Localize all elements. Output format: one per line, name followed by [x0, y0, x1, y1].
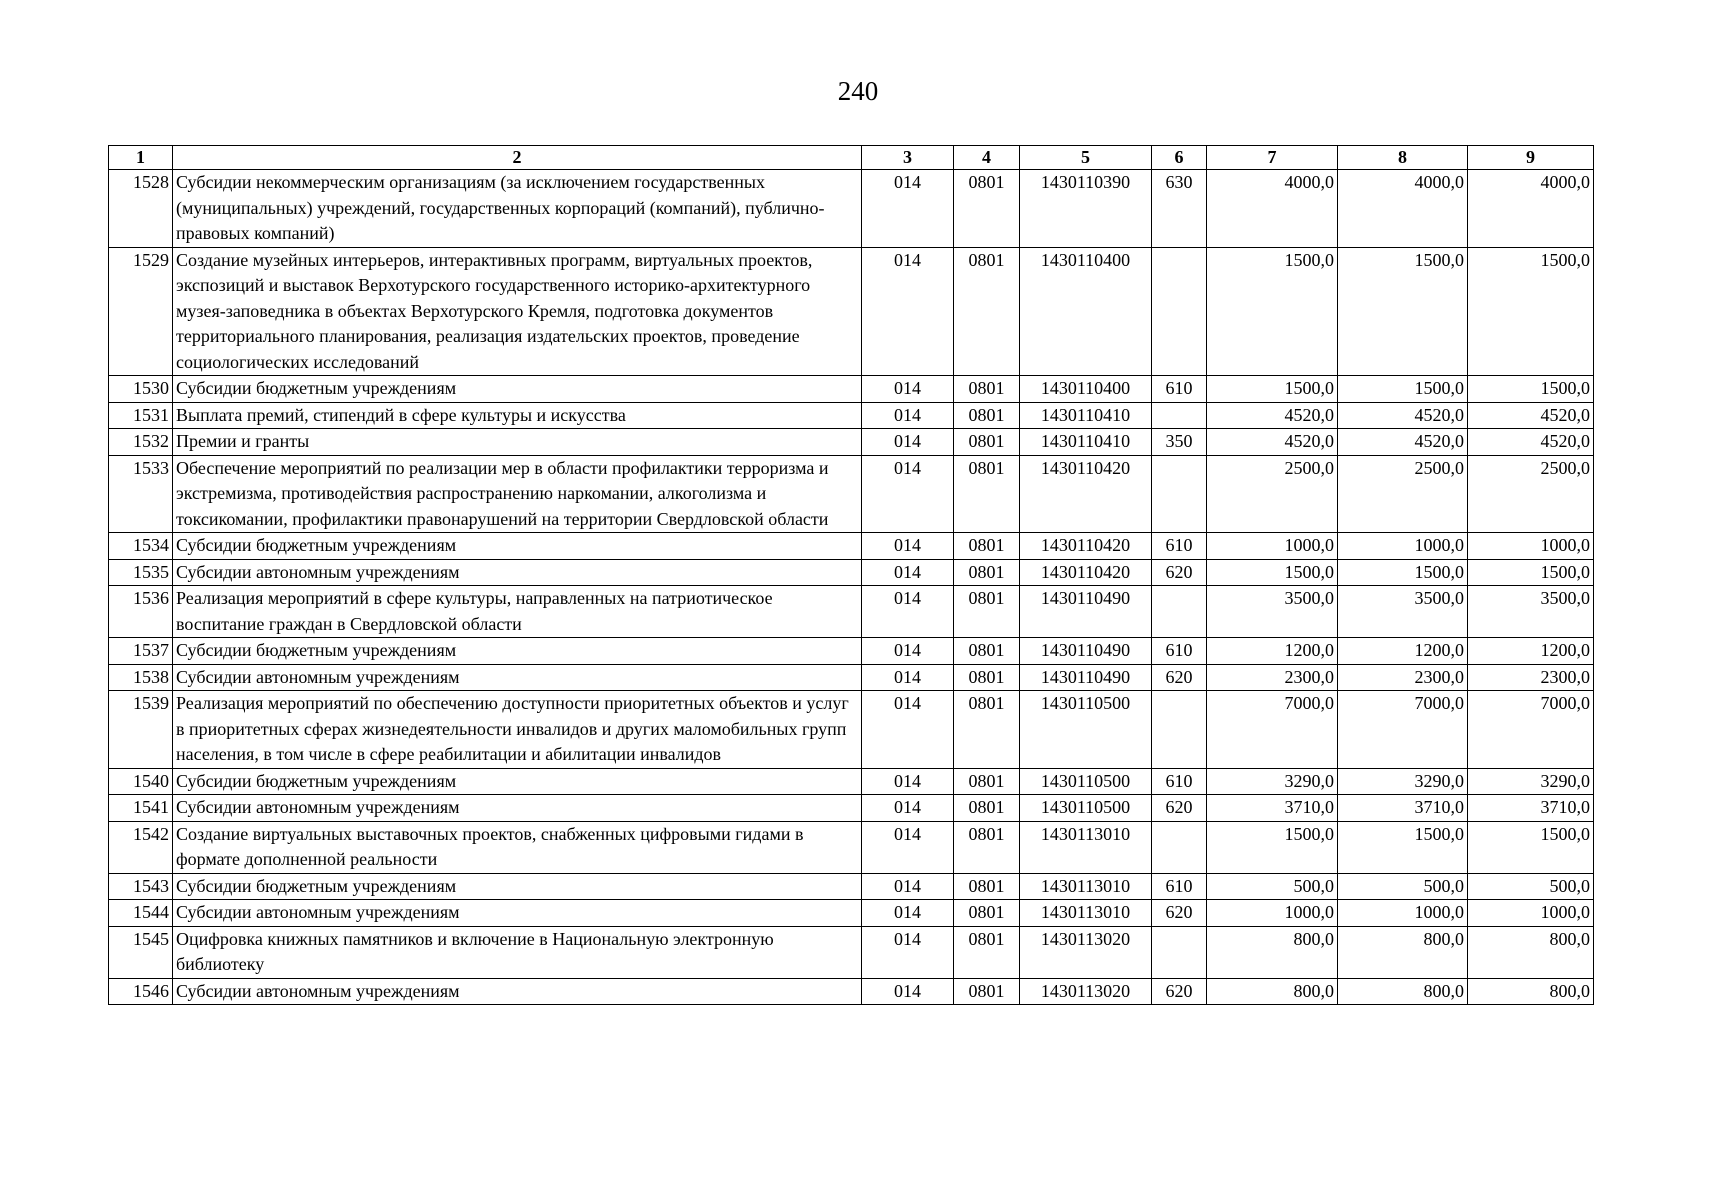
row-amount-9: 800,0 — [1468, 978, 1594, 1005]
row-code-3: 014 — [862, 559, 954, 586]
row-name: Субсидии автономным учреждениям — [173, 795, 862, 822]
row-name: Субсидии бюджетным учреждениям — [173, 533, 862, 560]
row-number: 1530 — [109, 376, 173, 403]
row-code-6 — [1152, 455, 1207, 533]
row-amount-8: 4520,0 — [1338, 429, 1468, 456]
row-number: 1539 — [109, 691, 173, 769]
column-header: 9 — [1468, 146, 1594, 170]
row-code-5: 1430113020 — [1020, 926, 1152, 978]
row-code-4: 0801 — [954, 638, 1020, 665]
row-amount-8: 1500,0 — [1338, 821, 1468, 873]
column-header: 2 — [173, 146, 862, 170]
row-code-6 — [1152, 402, 1207, 429]
row-name: Оцифровка книжных памятников и включение в Национальную электронную библиотеку — [173, 926, 862, 978]
table-row — [109, 559, 1594, 586]
row-code-4: 0801 — [954, 376, 1020, 403]
row-amount-9: 4520,0 — [1468, 402, 1594, 429]
row-amount-9: 2300,0 — [1468, 664, 1594, 691]
row-amount-8: 1000,0 — [1338, 900, 1468, 927]
row-number: 1540 — [109, 768, 173, 795]
row-code-5: 1430110420 — [1020, 455, 1152, 533]
row-code-4: 0801 — [954, 533, 1020, 560]
row-name: Создание музейных интерьеров, интерактивных программ, виртуальных проектов, экспозиций и выставок Верхотурского государственного историко-архитектурного музея-заповедника в объектах Верхотурского Кремля, подготовка документов территориального планирования, реализация издательских проектов, проведение социологических исследований — [173, 247, 862, 376]
table-row — [109, 795, 1594, 822]
row-code-5: 1430110500 — [1020, 691, 1152, 769]
row-name: Реализация мероприятий по обеспечению доступности приоритетных объектов и услуг в приоритетных сферах жизнедеятельности инвалидов и других маломобильных групп населения, в том числе в сфере реабилитации и абилитации инвалидов — [173, 691, 862, 769]
row-amount-8: 500,0 — [1338, 873, 1468, 900]
column-header: 3 — [862, 146, 954, 170]
row-amount-8: 1000,0 — [1338, 533, 1468, 560]
row-code-3: 014 — [862, 768, 954, 795]
table-row — [109, 821, 1594, 873]
row-code-4: 0801 — [954, 664, 1020, 691]
row-code-4: 0801 — [954, 873, 1020, 900]
table-row — [109, 586, 1594, 638]
row-code-5: 1430113010 — [1020, 873, 1152, 900]
table-row — [109, 247, 1594, 376]
row-code-6 — [1152, 586, 1207, 638]
column-header: 7 — [1207, 146, 1338, 170]
row-number: 1536 — [109, 586, 173, 638]
row-code-5: 1430110500 — [1020, 768, 1152, 795]
row-code-5: 1430110490 — [1020, 638, 1152, 665]
table-row — [109, 664, 1594, 691]
row-amount-8: 3710,0 — [1338, 795, 1468, 822]
row-number: 1541 — [109, 795, 173, 822]
row-code-4: 0801 — [954, 247, 1020, 376]
row-number: 1533 — [109, 455, 173, 533]
row-amount-7: 7000,0 — [1207, 691, 1338, 769]
row-code-6: 620 — [1152, 900, 1207, 927]
row-name: Субсидии некоммерческим организациям (за исключением государственных (муниципальных) учреждений, государственных корпораций (компаний), публично-правовых компаний) — [173, 170, 862, 248]
row-code-6: 350 — [1152, 429, 1207, 456]
table-row — [109, 873, 1594, 900]
row-code-6: 610 — [1152, 638, 1207, 665]
row-amount-8: 1200,0 — [1338, 638, 1468, 665]
table-row — [109, 638, 1594, 665]
row-code-6 — [1152, 821, 1207, 873]
row-code-5: 1430110400 — [1020, 376, 1152, 403]
row-amount-7: 4520,0 — [1207, 402, 1338, 429]
row-code-3: 014 — [862, 402, 954, 429]
row-amount-7: 1200,0 — [1207, 638, 1338, 665]
row-amount-7: 3710,0 — [1207, 795, 1338, 822]
row-code-3: 014 — [862, 170, 954, 248]
row-code-4: 0801 — [954, 402, 1020, 429]
row-code-3: 014 — [862, 586, 954, 638]
row-number: 1545 — [109, 926, 173, 978]
row-code-4: 0801 — [954, 170, 1020, 248]
row-code-5: 1430110500 — [1020, 795, 1152, 822]
row-code-3: 014 — [862, 900, 954, 927]
table-row — [109, 402, 1594, 429]
row-code-5: 1430110400 — [1020, 247, 1152, 376]
row-amount-7: 2500,0 — [1207, 455, 1338, 533]
table-row — [109, 900, 1594, 927]
row-amount-9: 4520,0 — [1468, 429, 1594, 456]
row-name: Обеспечение мероприятий по реализации мер в области профилактики терроризма и экстремизма, противодействия распространению наркомании, алкоголизма и токсикомании, профилактики правонарушений на территории Свердловской области — [173, 455, 862, 533]
row-number: 1534 — [109, 533, 173, 560]
row-code-5: 1430113010 — [1020, 821, 1152, 873]
row-amount-7: 1500,0 — [1207, 821, 1338, 873]
row-amount-9: 1200,0 — [1468, 638, 1594, 665]
row-name: Субсидии автономным учреждениям — [173, 978, 862, 1005]
row-amount-9: 1500,0 — [1468, 247, 1594, 376]
row-amount-7: 4000,0 — [1207, 170, 1338, 248]
row-name: Субсидии бюджетным учреждениям — [173, 768, 862, 795]
row-amount-7: 800,0 — [1207, 926, 1338, 978]
row-name: Выплата премий, стипендий в сфере культуры и искусства — [173, 402, 862, 429]
row-name: Премии и гранты — [173, 429, 862, 456]
row-number: 1538 — [109, 664, 173, 691]
row-amount-8: 1500,0 — [1338, 247, 1468, 376]
row-code-3: 014 — [862, 691, 954, 769]
page-number: 240 — [837, 76, 879, 106]
row-amount-7: 1500,0 — [1207, 376, 1338, 403]
row-code-4: 0801 — [954, 586, 1020, 638]
row-code-3: 014 — [862, 455, 954, 533]
table-row — [109, 691, 1594, 769]
row-number: 1546 — [109, 978, 173, 1005]
table-row — [109, 533, 1594, 560]
row-code-3: 014 — [862, 978, 954, 1005]
row-code-6 — [1152, 926, 1207, 978]
row-number: 1528 — [109, 170, 173, 248]
row-amount-9: 500,0 — [1468, 873, 1594, 900]
row-code-6: 610 — [1152, 376, 1207, 403]
table-row — [109, 170, 1594, 248]
row-amount-8: 3290,0 — [1338, 768, 1468, 795]
row-code-3: 014 — [862, 638, 954, 665]
row-amount-9: 1500,0 — [1468, 559, 1594, 586]
row-amount-9: 800,0 — [1468, 926, 1594, 978]
row-code-3: 014 — [862, 376, 954, 403]
row-number: 1542 — [109, 821, 173, 873]
row-number: 1529 — [109, 247, 173, 376]
row-amount-9: 3500,0 — [1468, 586, 1594, 638]
column-header: 5 — [1020, 146, 1152, 170]
row-amount-7: 1000,0 — [1207, 900, 1338, 927]
row-name: Субсидии бюджетным учреждениям — [173, 638, 862, 665]
row-code-5: 1430113020 — [1020, 978, 1152, 1005]
row-code-3: 014 — [862, 926, 954, 978]
row-amount-9: 1000,0 — [1468, 533, 1594, 560]
row-code-3: 014 — [862, 873, 954, 900]
row-code-5: 1430113010 — [1020, 900, 1152, 927]
row-amount-9: 3710,0 — [1468, 795, 1594, 822]
row-code-4: 0801 — [954, 795, 1020, 822]
row-name: Субсидии бюджетным учреждениям — [173, 873, 862, 900]
row-amount-7: 1000,0 — [1207, 533, 1338, 560]
row-code-6: 610 — [1152, 768, 1207, 795]
row-code-5: 1430110410 — [1020, 402, 1152, 429]
row-name: Реализация мероприятий в сфере культуры, направленных на патриотическое воспитание граждан в Свердловской области — [173, 586, 862, 638]
row-code-4: 0801 — [954, 429, 1020, 456]
table-row — [109, 429, 1594, 456]
row-code-4: 0801 — [954, 559, 1020, 586]
row-amount-8: 2300,0 — [1338, 664, 1468, 691]
row-amount-7: 3290,0 — [1207, 768, 1338, 795]
row-amount-7: 1500,0 — [1207, 559, 1338, 586]
row-amount-9: 7000,0 — [1468, 691, 1594, 769]
row-code-4: 0801 — [954, 821, 1020, 873]
row-code-5: 1430110420 — [1020, 533, 1152, 560]
table-row — [109, 376, 1594, 403]
row-code-3: 014 — [862, 821, 954, 873]
row-code-6: 620 — [1152, 795, 1207, 822]
row-number: 1535 — [109, 559, 173, 586]
row-number: 1531 — [109, 402, 173, 429]
row-code-3: 014 — [862, 533, 954, 560]
row-code-4: 0801 — [954, 691, 1020, 769]
row-code-6: 610 — [1152, 533, 1207, 560]
row-code-4: 0801 — [954, 926, 1020, 978]
column-header: 4 — [954, 146, 1020, 170]
row-code-5: 1430110410 — [1020, 429, 1152, 456]
row-code-6: 610 — [1152, 873, 1207, 900]
row-code-6: 630 — [1152, 170, 1207, 248]
row-code-4: 0801 — [954, 455, 1020, 533]
row-amount-7: 4520,0 — [1207, 429, 1338, 456]
row-number: 1544 — [109, 900, 173, 927]
row-amount-9: 1000,0 — [1468, 900, 1594, 927]
table-body — [109, 170, 1594, 1005]
row-code-6: 620 — [1152, 978, 1207, 1005]
row-name: Субсидии бюджетным учреждениям — [173, 376, 862, 403]
row-amount-8: 4520,0 — [1338, 402, 1468, 429]
row-code-5: 1430110490 — [1020, 664, 1152, 691]
row-amount-9: 1500,0 — [1468, 376, 1594, 403]
budget-table — [108, 145, 1594, 1005]
row-code-6 — [1152, 247, 1207, 376]
row-code-6 — [1152, 691, 1207, 769]
row-amount-7: 800,0 — [1207, 978, 1338, 1005]
row-amount-8: 1500,0 — [1338, 559, 1468, 586]
row-amount-8: 2500,0 — [1338, 455, 1468, 533]
table-row — [109, 926, 1594, 978]
row-number: 1532 — [109, 429, 173, 456]
row-name: Субсидии автономным учреждениям — [173, 559, 862, 586]
row-code-4: 0801 — [954, 768, 1020, 795]
row-amount-7: 2300,0 — [1207, 664, 1338, 691]
row-code-6: 620 — [1152, 664, 1207, 691]
row-amount-7: 500,0 — [1207, 873, 1338, 900]
row-code-3: 014 — [862, 429, 954, 456]
row-code-5: 1430110490 — [1020, 586, 1152, 638]
row-code-5: 1430110390 — [1020, 170, 1152, 248]
row-amount-8: 800,0 — [1338, 978, 1468, 1005]
row-amount-8: 800,0 — [1338, 926, 1468, 978]
row-code-6: 620 — [1152, 559, 1207, 586]
row-code-3: 014 — [862, 247, 954, 376]
row-amount-9: 2500,0 — [1468, 455, 1594, 533]
row-code-5: 1430110420 — [1020, 559, 1152, 586]
row-name: Субсидии автономным учреждениям — [173, 900, 862, 927]
column-header: 6 — [1152, 146, 1207, 170]
row-name: Субсидии автономным учреждениям — [173, 664, 862, 691]
column-header: 8 — [1338, 146, 1468, 170]
row-name: Создание виртуальных выставочных проектов, снабженных цифровыми гидами в формате дополненной реальности — [173, 821, 862, 873]
row-amount-8: 1500,0 — [1338, 376, 1468, 403]
row-number: 1543 — [109, 873, 173, 900]
row-amount-8: 3500,0 — [1338, 586, 1468, 638]
row-code-3: 014 — [862, 664, 954, 691]
table-row — [109, 768, 1594, 795]
row-amount-7: 1500,0 — [1207, 247, 1338, 376]
column-header: 1 — [109, 146, 173, 170]
row-amount-9: 1500,0 — [1468, 821, 1594, 873]
row-amount-7: 3500,0 — [1207, 586, 1338, 638]
row-code-4: 0801 — [954, 900, 1020, 927]
header-row — [109, 146, 1594, 170]
row-code-4: 0801 — [954, 978, 1020, 1005]
row-number: 1537 — [109, 638, 173, 665]
row-amount-9: 3290,0 — [1468, 768, 1594, 795]
table-row — [109, 978, 1594, 1005]
row-code-3: 014 — [862, 795, 954, 822]
row-amount-8: 7000,0 — [1338, 691, 1468, 769]
row-amount-8: 4000,0 — [1338, 170, 1468, 248]
row-amount-9: 4000,0 — [1468, 170, 1594, 248]
table-row — [109, 455, 1594, 533]
